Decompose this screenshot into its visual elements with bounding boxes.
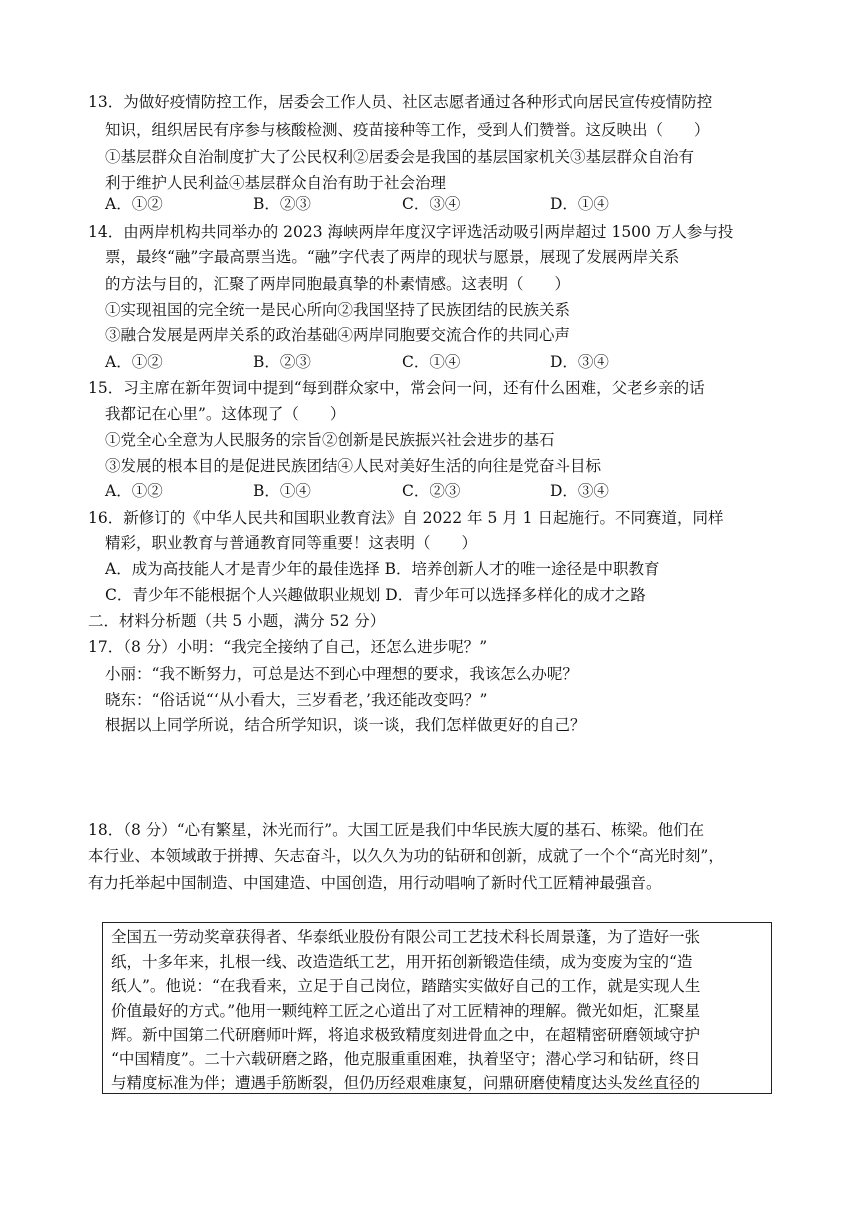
q18-line-2: 本行业、本领域敢于拼搏、矢志奋斗，以久久为功的钻研和创新，成就了一个个“高光时刻”， xyxy=(88,847,724,865)
q18-material-line-2: 纸，十多年来，扎根一线、改造造纸工艺，用开拓创新锻造佳绩，成为变废为宝的“造 xyxy=(111,953,693,971)
q13-stem-line-2: 知识，组织居民有序参与核酸检测、疫苗接种等工作，受到人们赞誉。这反映出（ ） xyxy=(105,121,710,139)
q18-material-line-1: 全国五一劳动奖章获得者、华泰纸业股份有限公司工艺技术科长周景蓬，为了造好一张 xyxy=(111,928,701,946)
q17-line-1: 17．（8 分）小明：“我完全接纳了自己，还怎么进步呢？” xyxy=(88,638,488,656)
q13-option-a[interactable]: A．①② xyxy=(105,195,163,213)
q15-option-c[interactable]: C．②③ xyxy=(402,482,461,500)
q13-option-c[interactable]: C．③④ xyxy=(402,195,461,213)
q15-stem-line-3: ①党全心全意为人民服务的宗旨②创新是民族振兴社会进步的基石 xyxy=(105,431,555,449)
q15-option-a[interactable]: A．①② xyxy=(105,482,163,500)
q16-options-line-2[interactable]: C．青少年不能根据个人兴趣做职业规划 D．青少年可以选择多样化的成才之路 xyxy=(105,586,646,604)
q18-material-line-3: 纸人”。他说：“在我看来，立足于自己岗位，踏踏实实做好自己的工作，就是实现人生 xyxy=(111,977,701,995)
q18-material-line-4: 价值最好的方式。”他用一颗纯粹工匠之心道出了对工匠精神的理解。微光如炬，汇聚星 xyxy=(111,1002,701,1020)
q18-material-line-6: “中国精度”。二十六载研磨之路，他克服重重困难，执着坚守；潜心学习和钻研，终日 xyxy=(111,1050,701,1068)
q18-line-3: 有力托举起中国制造、中国建造、中国创造，用行动唱响了新时代工匠精神最强音。 xyxy=(88,874,662,892)
q16-stem-line-2: 精彩，职业教育与普通教育同等重要！这表明（ ） xyxy=(105,534,478,552)
q15-stem-line-1: 15．习主席在新年贺词中提到“每到群众家中，常会问一问，还有什么困难，父老乡亲的话 xyxy=(88,379,705,397)
section-heading: 二．材料分析题（共 5 小题，满分 52 分） xyxy=(88,612,386,630)
q15-option-b[interactable]: B．①④ xyxy=(253,482,311,500)
q14-stem-line-4: ①实现祖国的完全统一是民心所向②我国坚持了民族团结的民族关系 xyxy=(105,301,571,319)
q17-line-4: 根据以上同学所说，结合所学知识，谈一谈，我们怎样做更好的自己？ xyxy=(105,716,586,734)
q13-option-d[interactable]: D．①④ xyxy=(550,195,609,213)
q14-stem-line-1: 14．由两岸机构共同举办的 2023 海峡两岸年度汉字评选活动吸引两岸超过 1500 万人参与投 xyxy=(88,223,734,241)
q15-option-d[interactable]: D．③④ xyxy=(550,482,609,500)
q14-option-c[interactable]: C．①④ xyxy=(402,353,461,371)
q15-stem-line-4: ③发展的根本目的是促进民族团结④人民对美好生活的向往是党奋斗目标 xyxy=(105,457,602,475)
q13-stem-line-4: 利于维护人民利益④基层群众自治有助于社会治理 xyxy=(105,174,447,192)
q13-stem-line-3: ①基层群众自治制度扩大了公民权利②居委会是我国的基层国家机关③基层群众自治有 xyxy=(105,148,695,166)
q17-line-2: 小丽：“我不断努力，可总是达不到心中理想的要求，我该怎么办呢？ xyxy=(105,665,578,683)
q15-stem-line-2: 我都记在心里”。这体现了（ ） xyxy=(105,405,346,423)
q18-material-line-5: 辉。新中国第二代研磨师叶辉，将追求极致精度刻进骨血之中，在超精密研磨领域守护 xyxy=(111,1026,701,1044)
q18-material-line-7: 与精度标准为伴；遭遇手筋断裂，但仍历经艰难康复，问鼎研磨使精度达头发丝直径的 xyxy=(111,1074,701,1092)
q17-line-3: 晓东：“俗话说“‘从小看大，三岁看老，’我还能改变吗？” xyxy=(105,691,488,709)
q18-material-box xyxy=(102,922,772,1094)
q13-option-b[interactable]: B．②③ xyxy=(253,195,311,213)
q14-option-d[interactable]: D．③④ xyxy=(550,353,609,371)
q14-stem-line-2: 票，最终“融”字最高票当选。“融”字代表了两岸的现状与愿景，展现了发展两岸关系 xyxy=(105,248,680,266)
q14-option-a[interactable]: A．①② xyxy=(105,353,163,371)
q16-stem-line-1: 16．新修订的《中华人民共和国职业教育法》自 2022 年 5 月 1 日起施行。不同赛道，同样 xyxy=(88,509,724,527)
q14-option-b[interactable]: B．②③ xyxy=(253,353,311,371)
q13-stem-line-1: 13．为做好疫情防控工作，居委会工作人员、社区志愿者通过各种形式向居民宣传疫情防控 xyxy=(88,93,713,111)
q14-stem-line-5: ③融合发展是两岸关系的政治基础④两岸同胞要交流合作的共同心声 xyxy=(105,326,571,344)
q14-stem-line-3: 的方法与目的，汇聚了两岸同胞最真挚的朴素情感。这表明（ ） xyxy=(105,275,571,293)
q16-options-line-1[interactable]: A．成为高技能人才是青少年的最佳选择 B．培养创新人才的唯一途径是中职教育 xyxy=(105,560,660,578)
q18-line-1: 18．（8 分）“心有繁星，沐光而行”。大国工匠是我们中华民族大厦的基石、栋梁。他们在 xyxy=(88,821,705,839)
